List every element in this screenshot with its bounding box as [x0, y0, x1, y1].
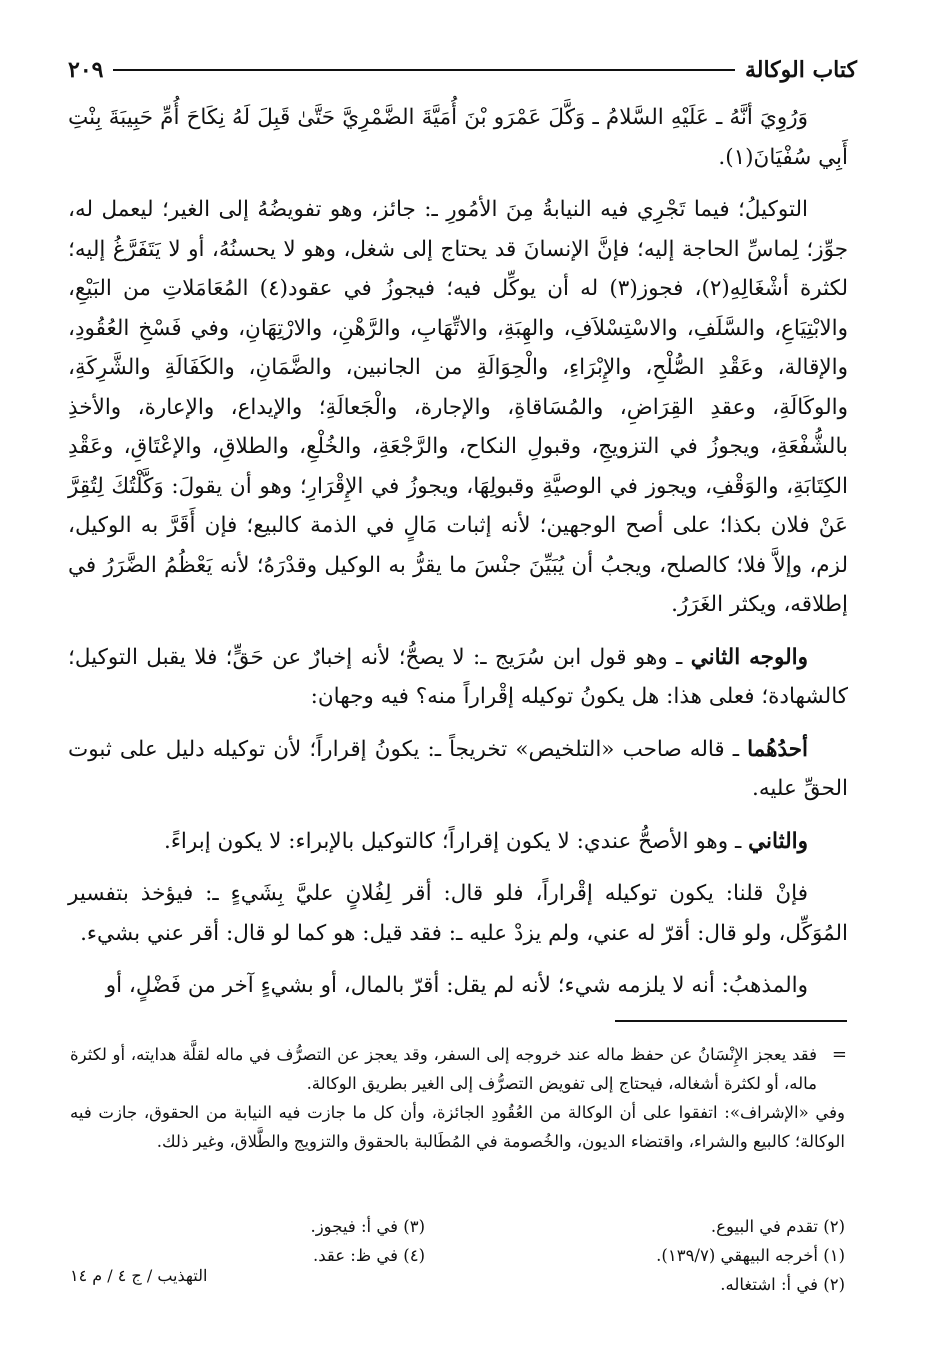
footnote-text: فقد يعجز الإِنْسَانُ عن حفظ ماله عند خروجه إلى السفر، وقد يعجز عن التصرُّف في ماله لقلَّة هدايته، أو لكثرة ماله، أو لكثرة أشغاله، فيحتاج إلى تفويض التصرُّف إلى الغير بطريق الوكالة.	[70, 1045, 817, 1093]
paragraph-second-aspect	[68, 822, 848, 862]
main-text	[68, 98, 848, 1019]
chapter-title: كتاب الوكالة	[744, 57, 857, 83]
paragraph-body: ـ وهو الأصحُّ عندي: لا يكون إقراراً؛ كالتوكيل بالإبراء: لا يكون إبراءً.	[163, 828, 742, 854]
paragraph-body: ـ قاله صاحب «التلخيص» تخريجاً ـ: يكونُ إقراراً؛ لأن توكيله دليل على ثبوت الحقِّ عليه.	[68, 736, 848, 801]
footnote-item: (٣) في أ: فيجوز.	[310, 1217, 425, 1236]
paragraph-iqrar: فإنْ قلنا: يكون توكيله إقْراراً، فلو قال: أقر لِفُلانٍ عليَّ بِشَيءٍ ـ: فيؤخذ بتفسير المُوَكِّل، ولو قال: أقرّ له عني، ولم يزدْ عليه ـ: فقد قيل: هو كما لو قال: أقر عني بشيء.	[68, 881, 848, 946]
footnotes-continued	[70, 1040, 845, 1156]
footnote-column-left	[65, 1212, 425, 1270]
paragraph-second-view	[68, 638, 848, 717]
footnote-text: وفي «الإشراف»: اتفقوا على أن الوكالة من العُقُودِ الجائزة، وأن كل ما جازت فيه النيابة من الحقوق، جازت فيه الوكالة؛ كالبيع والشراء، واقتضاء الديون، والخُصومة في المُطَالبة بالحقوق والتزويج والطَّلاق، وغير ذلك.	[70, 1103, 845, 1151]
paragraph-body: ـ وهو قول ابن سُرَيج ـ: لا يصحُّ؛ لأنه إخبارٌ عن حَقٍّ؛ فلا يقبل التوكيل؛ كالشهادة؛ فعلى هذا: هل يكونُ توكيله إقْراراً منه؟ فيه وجهان:	[68, 644, 848, 709]
paragraph-tawkil: التوكيلُ؛ فيما تَجْرِي فيه النيابةُ مِنَ الأمُورِ ـ: جائز، وهو تفويضُهُ إلى الغير؛ ليعمل له، جوِّز؛ لِماسِّ الحاجة إليه؛ فإنَّ الإنسانَ قد يحتاج إلى شغل، وهو لا يحسنُهُ، أو لا يَتَفَرَّغُ إليه؛ لكثرة أشْغَالِهِ(٢)، فجوز(٣) له أن يوكِّل فيه؛ فيجوزُ في عقود(٤) المُعَامَلاتِ من البَيْعِ، والابْتِيَاعِ، والسَّلَفِ، والاسْتِسْلاَفِ، والهِبَةِ، والاتِّهَابِ، والرَّهْنِ، والارْتِهَانِ، وفي فَسْخِ العُقُودِ، والإقالة، وعَقْدِ الصُّلْحِ، والإِبْرَاءِ، والْحِوَالَةِ من الجانبين، والضَّمَانِ، والكَفَالَةِ والشَّرِكَةِ، والوكَالَةِ، وعقدِ القِرَاضِ، والمُسَاقاةِ، والإجارة، والْجَعالَةِ؛ والإيداع، والإعارة، والأخذِ بالشُّفْعَةِ، ويجوزُ في التزويجِ، وقبولِ النكاح، والرَّجْعَةِ، والخُلْعِ، والطلاقِ، والإعْتَاقِ، وعَقْدِ الكِتَابَةِ، والوَقْفِ، ويجوز في الوصيَّةِ وقبولِهَا، ويجوزُ في الإِقْرَارِ؛ وهو أن يقولَ: وَكَّلْتُكَ لِتُقِرَّ عَنْ فلان بكذا؛ على أصح الوجهين؛ لأنه إثبات مَالٍ في الذمة كالبيع؛ فإن أَقَرَّ به الوكيل، لزم، وإلاَّ فلا؛ كالصلح، ويجبُ أن يُبَيِّنَ جنْسَ ما يقرُّ به الوكيل وقدْرَهُ؛ لأنه يَعْظُمُ الضَّرَرُ في إطلاقه، ويكثر الغَرَرُ.	[68, 197, 848, 617]
footnote-item: (١) أخرجه البيهقي (١٣٩/٧).	[656, 1246, 845, 1265]
paragraph-madhhab: والمذهبُ: أنه لا يلزمه شيء؛ لأنه لم يقل: أقرّ بالمال، أو بشيءٍ آخر من فَضْلٍ، أو	[105, 973, 808, 998]
paragraph-hadith: وَرُوِيَ أنَّهُ ـ عَلَيْهِ السَّلامُ ـ وَكَّلَ عَمْرَو بْنَ أُمَيَّةَ الضَّمْرِيَّ حَتَّىٰ قَبِلَ لَهُ نِكَاحَ أُمِّ حَبِيبَةَ بِنْتِ أَبِي سُفْيَانَ(١).	[68, 105, 848, 170]
footnote-column-right	[485, 1212, 845, 1299]
paragraph-lead: أحدُهُما	[747, 736, 808, 762]
footnote-continuation	[70, 1098, 845, 1156]
footnote-separator	[615, 1020, 847, 1022]
footnote-continuation	[70, 1040, 845, 1098]
page-number: ٢٠٩	[68, 57, 104, 83]
footnote-item: (٤) في ظ: عقد.	[312, 1246, 425, 1265]
footnote-item: (٢) تقدم في البيوع.	[710, 1217, 845, 1236]
paragraph-lead: والثاني	[748, 828, 808, 854]
continuation-marker: =	[831, 1044, 847, 1065]
running-header	[68, 52, 857, 88]
header-rule	[113, 69, 735, 71]
printer-signature: التهذيب / ج ٤ / م ١٤	[70, 1266, 208, 1285]
paragraph-lead: والوجه الثاني	[690, 644, 808, 670]
paragraph-first-aspect	[68, 730, 848, 809]
footnote-item: (٢) في أ: اشتغاله.	[720, 1275, 845, 1294]
